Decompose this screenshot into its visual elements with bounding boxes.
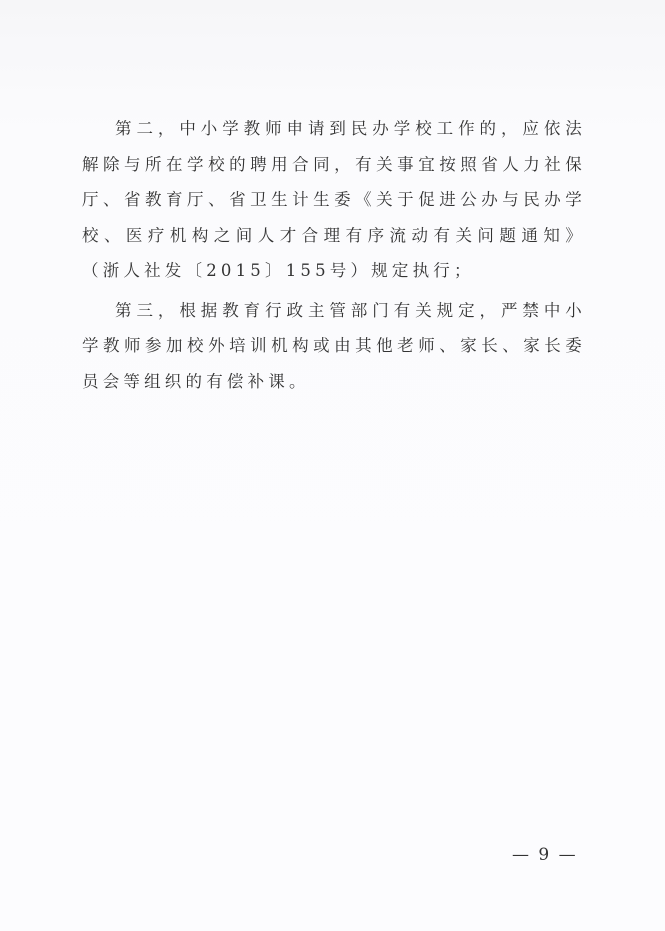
document-body bbox=[82, 111, 586, 399]
paragraph-third: 第三，根据教育行政主管部门有关规定，严禁中小学教师参加校外培训机构或由其他老师、家长、家长委员会等组织的有偿补课。 bbox=[82, 300, 586, 391]
page-number: — 9 — bbox=[512, 845, 578, 865]
paragraph-second: 第二，中小学教师申请到民办学校工作的，应依法解除与所在学校的聘用合同，有关事宜按照省人力社保厅、省教育厅、省卫生计生委《关于促进公办与民办学校、医疗机构之间人才合理有序流动有关问题通知》（浙人社发〔2015〕155号）规定执行； bbox=[82, 119, 586, 280]
